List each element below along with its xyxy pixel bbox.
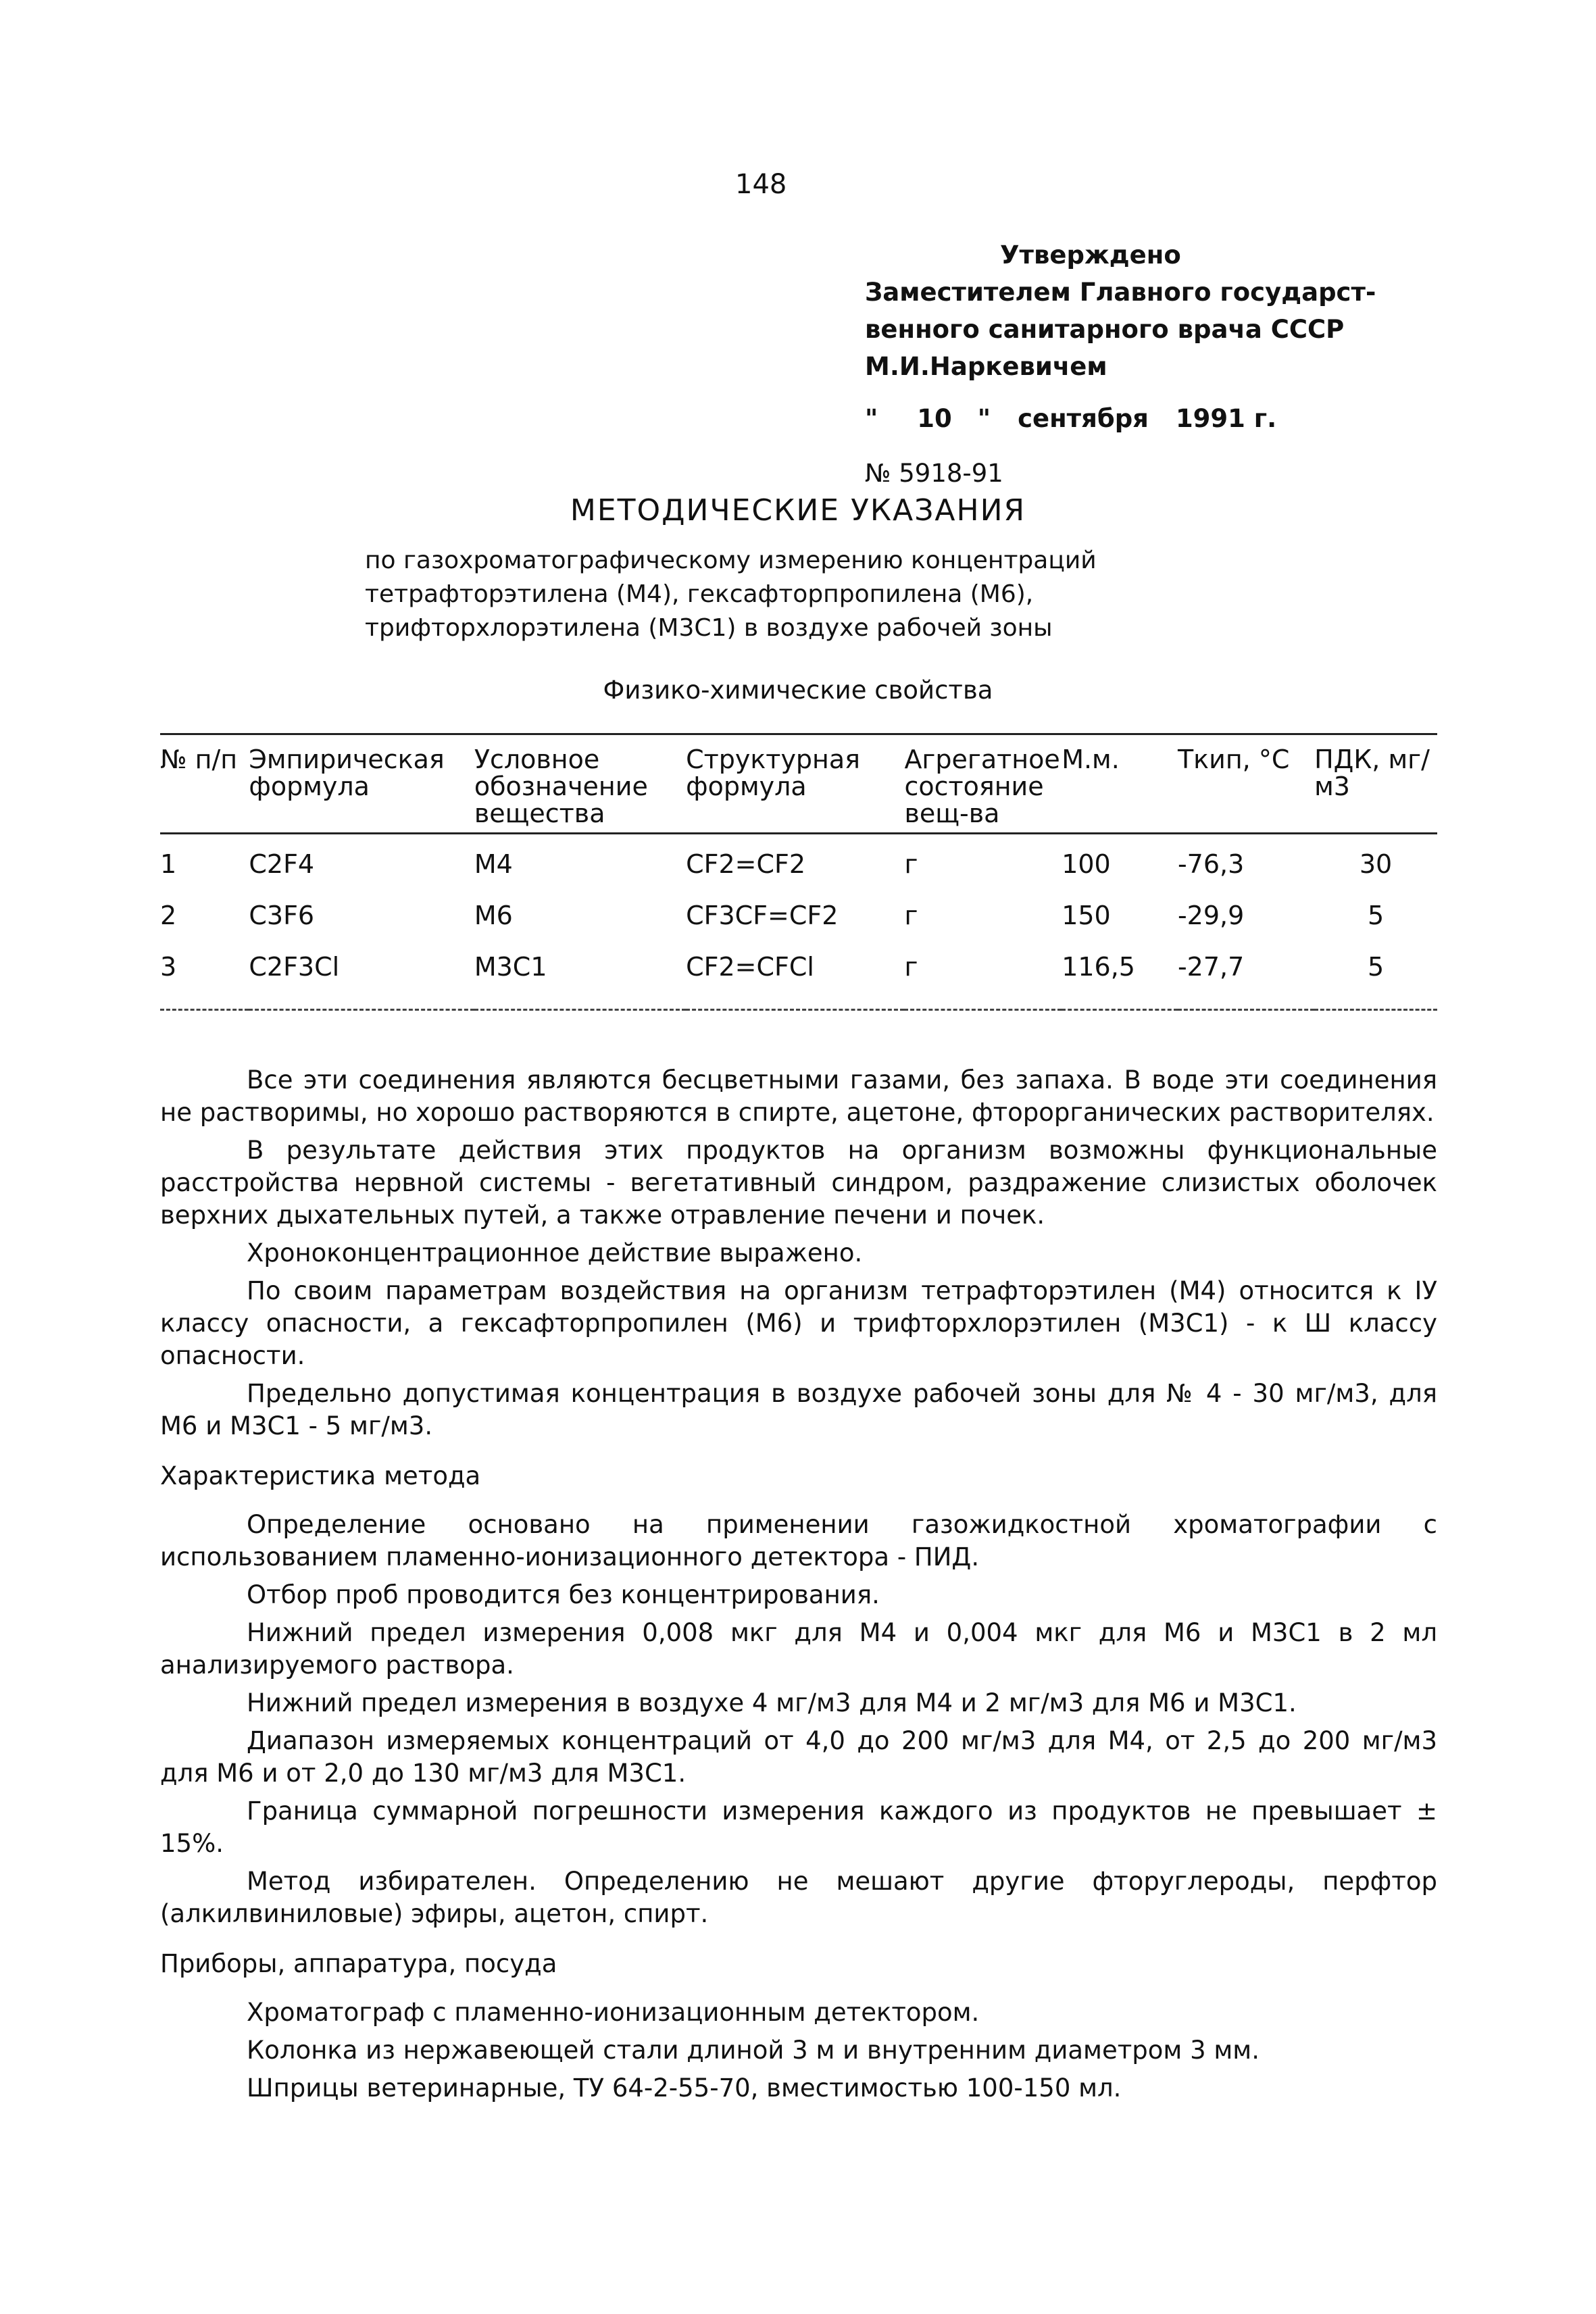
cell-structural-formula: CF2=CF2: [686, 849, 806, 879]
date-month: сентября: [1018, 404, 1149, 433]
date-quote-open: ": [865, 404, 878, 433]
section-heading-equipment: Приборы, аппаратура, посуда: [160, 1949, 557, 1978]
paragraph: Колонка из нержавеющей стали длиной 3 м и внутренним диаметром 3 мм.: [247, 2036, 1260, 2065]
paragraph: Нижний предел измерения 0,008 мкг для М4 и 0,004 мкг для М6 и М3С1 в 2 мл анализируемого раствора.: [160, 1618, 1437, 1680]
cell-molar-mass: 116,5: [1062, 937, 1178, 1010]
date-quote-close: ": [977, 404, 991, 433]
table-header-row: [160, 734, 1437, 834]
cell-molar-mass: 150: [1062, 901, 1111, 930]
page-number: 148: [735, 169, 787, 200]
header-molar-mass: М.м.: [1062, 734, 1178, 834]
table-row: [160, 834, 1437, 886]
approval-date: [865, 400, 1376, 437]
paragraph: Хроматограф с пламенно-ионизационным детектором.: [247, 1998, 980, 2027]
paragraph: Нижний предел измерения в воздухе 4 мг/м3 для М4 и 2 мг/м3 для М6 и М3С1.: [247, 1688, 1297, 1717]
cell-molar-mass: 100: [1062, 849, 1111, 879]
paragraph: Хроноконцентрационное действие выражено.: [247, 1238, 863, 1267]
paragraph: Метод избирателен. Определению не мешают другие фторуглероды, перфтор (алкилвиниловые) эфиры, ацетон, спирт.: [160, 1867, 1437, 1928]
cell-mac: 30: [1359, 849, 1393, 879]
document-subtitle: по газохроматографическому измерению концентраций тетрафторэтилена (М4), гексафторпропилена (М6), трифторхлорэтилена (М3С1) в воздухе рабочей зоны: [365, 547, 1097, 642]
cell-structural-formula: CF3CF=CF2: [686, 901, 839, 930]
table-caption: Физико-химические свойства: [603, 676, 993, 705]
paragraph: Диапазон измеряемых концентраций от 4,0 до 200 мг/м3 для М4, от 2,5 до 200 мг/м3 для М6 и от 2,0 до 130 мг/м3 для М3С1.: [160, 1726, 1437, 1788]
paragraph: Предельно допустимая концентрация в воздухе рабочей зоны для № 4 - 30 мг/м3, для М6 и М3С1 - 5 мг/м3.: [160, 1379, 1437, 1440]
cell-empirical-formula: C3F6: [249, 901, 315, 930]
header-number: № п/п: [160, 734, 249, 834]
paragraph: Все эти соединения являются бесцветными газами, без запаха. В воде эти соединения не растворимы, но хорошо растворяются в спирте, ацетоне, фторорганических растворителях.: [160, 1065, 1437, 1127]
cell-structural-formula: CF2=CFCl: [686, 937, 904, 1010]
section-heading-method: Характеристика метода: [160, 1461, 481, 1490]
properties-table-wrapper: [160, 733, 1437, 1011]
cell-aggregate-state: г: [904, 901, 918, 930]
document-title: МЕТОДИЧЕСКИЕ УКАЗАНИЯ: [570, 493, 1026, 528]
approval-signatory: М.И.Наркевичем: [865, 352, 1107, 381]
cell-number: 2: [160, 901, 177, 930]
cell-mac: 5: [1314, 937, 1437, 1010]
cell-empirical-formula: C2F3Cl: [249, 937, 474, 1010]
cell-mac: 5: [1367, 901, 1385, 930]
cell-number: 3: [160, 937, 249, 1010]
cell-aggregate-state: г: [904, 937, 1062, 1010]
cell-number: 1: [160, 849, 177, 879]
date-day: 10: [917, 404, 952, 433]
body-text: [160, 1064, 1437, 2110]
cell-boiling-point: -76,3: [1177, 849, 1245, 879]
paragraph: По своим параметрам воздействия на организм тетрафторэтилен (М4) относится к IУ классу опасности, а гексафторпропилен (М6) и трифторхлорэтилен (М3С1) - к Ш классу опасности.: [160, 1276, 1437, 1370]
approval-block: [865, 236, 1376, 492]
paragraph: Определение основано на применении газожидкостной хроматографии с использованием пламенно-ионизационного детектора - ПИД.: [160, 1510, 1437, 1571]
header-mac: ПДК, мг/м3: [1314, 734, 1437, 834]
header-boiling-point: Ткип, °С: [1178, 734, 1314, 834]
table-row: [160, 937, 1437, 1010]
approval-line: Заместителем Главного государст-: [865, 278, 1376, 307]
approval-line: венного санитарного врача СССР: [865, 315, 1345, 344]
paragraph: Отбор проб проводится без концентрирования.: [247, 1580, 880, 1609]
cell-designation: М6: [474, 901, 513, 930]
cell-boiling-point: -27,7: [1178, 937, 1314, 1010]
header-aggregate-state: Агрегатное состояние вещ-ва: [904, 734, 1062, 834]
header-designation: Условное обозначение вещества: [474, 734, 686, 834]
approval-heading: Утверждено: [1000, 241, 1181, 270]
cell-designation: М3С1: [474, 937, 686, 1010]
paragraph: В результате действия этих продуктов на организм возможны функциональные расстройства нервной системы - вегетативный синдром, раздражение слизистых оболочек верхних дыхательных путей, а также отравление печени и почек.: [160, 1136, 1437, 1230]
cell-aggregate-state: г: [904, 849, 918, 879]
document-number: № 5918-91: [865, 459, 1003, 488]
cell-boiling-point: -29,9: [1177, 901, 1245, 930]
header-empirical-formula: Эмпирическая формула: [249, 734, 474, 834]
cell-empirical-formula: C2F4: [249, 849, 315, 879]
paragraph: Граница суммарной погрешности измерения каждого из продуктов не превышает ± 15%.: [160, 1796, 1437, 1858]
table-row: [160, 886, 1437, 937]
date-year: 1991 г.: [1175, 404, 1277, 433]
header-structural-formula: Структурная формула: [686, 734, 904, 834]
properties-table: [160, 733, 1437, 1011]
cell-designation: М4: [474, 849, 513, 879]
paragraph: Шприцы ветеринарные, ТУ 64-2-55-70, вместимостью 100-150 мл.: [247, 2073, 1122, 2103]
